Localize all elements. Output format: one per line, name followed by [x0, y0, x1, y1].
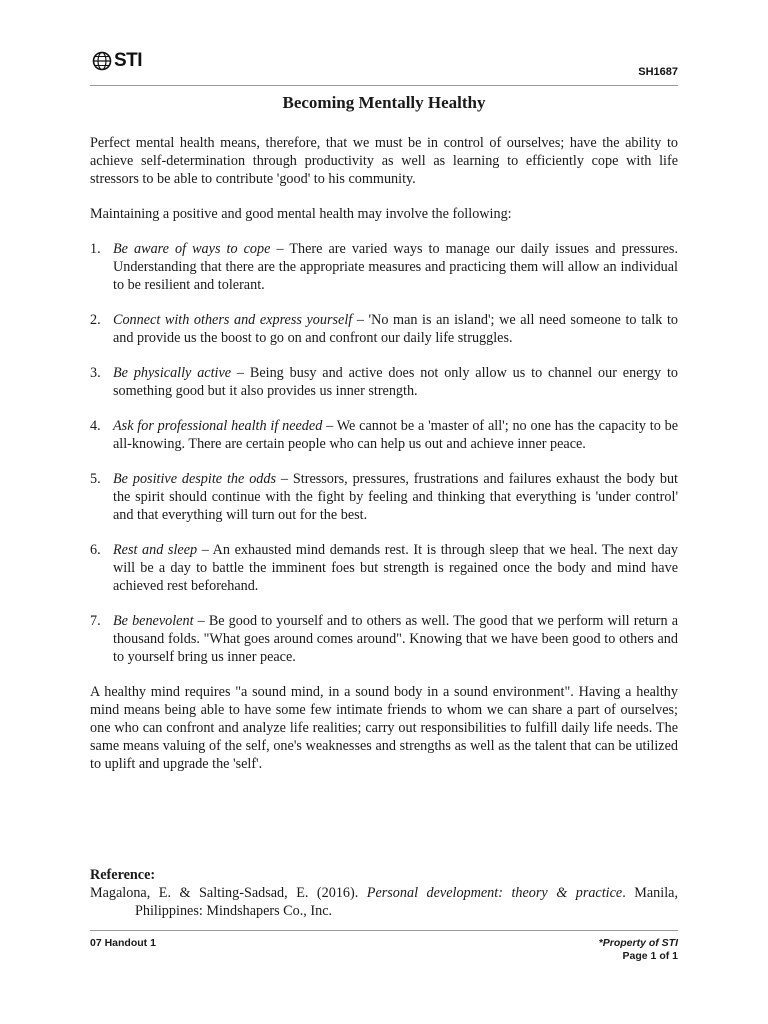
item-term: Ask for professional health if needed — [113, 418, 323, 434]
reference-publisher: . Manila, Philippines: Mindshapers Co., Inc. — [135, 885, 679, 919]
list-lead-in: Maintaining a positive and good mental health may involve the following: — [90, 206, 512, 222]
item-text: There are varied ways to manage our daily issues and pressures. Understanding that there are the appropriate measures and practicing them will allow an individual to be resilient and tolerant. — [113, 241, 679, 293]
closing-paragraph: A healthy mind requires "a sound mind, in a sound body in a sound environment". Having a healthy mind means being able to have some few intimate friends to whom we can share a part of ourselves; one who can confront and analyze life realities; carry out responsibilities to fulfill daily life needs. The same means valuing of the self, one's weaknesses and strengths as well as the talent that can be utilized to uplift and upgrade the 'self'. — [90, 684, 678, 772]
item-dash: – — [322, 418, 337, 434]
tips-list — [90, 240, 678, 666]
item-dash: – — [193, 613, 209, 629]
item-dash: – — [197, 542, 213, 558]
list-item — [90, 612, 678, 666]
reference-section — [90, 866, 678, 920]
page-number: Page 1 of 1 — [622, 950, 678, 962]
item-text: Be good to yourself and to others as well. The good that we perform will return a thousand folds. "What goes around comes around". Knowing that we have been good to others and to yourself bring us inner peace. — [113, 613, 678, 665]
list-item — [90, 311, 678, 347]
sti-logo — [92, 46, 142, 76]
reference-entry — [90, 884, 678, 920]
intro-paragraph: Perfect mental health means, therefore, that we must be in control of ourselves; have the ability to achieve self-determination through productivity as well as learning to efficiently cope with life stressors to be able to contribute 'good' to his community. — [90, 135, 678, 187]
item-text: Being busy and active does not only allow us to channel our energy to something good but it also provides us inner strength. — [113, 365, 679, 399]
item-dash: – — [231, 365, 250, 381]
item-text: We cannot be a 'master of all'; no one has the capacity to be all-knowing. There are certain people who can help us out and achieve inner peace. — [113, 418, 678, 452]
list-item — [90, 364, 678, 400]
header-divider — [90, 85, 678, 86]
reference-heading: Reference: — [90, 867, 156, 883]
item-number: 6. — [90, 542, 101, 558]
item-number: 4. — [90, 418, 101, 434]
footer-divider — [90, 930, 678, 931]
list-item — [90, 541, 678, 595]
item-term: Rest and sleep — [113, 542, 198, 558]
item-number: 5. — [90, 471, 101, 487]
item-term: Be physically active — [113, 365, 232, 381]
item-dash: – — [352, 312, 369, 328]
list-item — [90, 417, 678, 453]
item-text: Stressors, pressures, frustrations and failures exhaust the body but the spirit should continue with the fight by feeling and thinking that everything is 'under control' and that everything will turn out for the best. — [113, 471, 678, 523]
item-term: Be aware of ways to cope — [113, 241, 271, 257]
item-number: 1. — [90, 241, 101, 257]
list-item — [90, 470, 678, 524]
handout-label: 07 Handout 1 — [90, 937, 156, 949]
logo-text: STI — [114, 50, 143, 71]
item-term: Be benevolent — [113, 613, 194, 629]
item-text: 'No man is an island'; we all need someone to talk to and provide us the boost to go on and confront our daily life struggles. — [113, 312, 679, 346]
item-term: Be positive despite the odds — [113, 471, 276, 487]
list-item — [90, 240, 678, 294]
item-number: 7. — [90, 613, 101, 629]
reference-authors: Magalona, E. & Salting-Sadsad, E. (2016). — [90, 885, 367, 901]
globe-icon — [92, 51, 112, 71]
item-number: 2. — [90, 312, 101, 328]
footer-right — [599, 937, 678, 963]
document-body — [90, 134, 678, 790]
page-title: Becoming Mentally Healthy — [282, 93, 486, 112]
item-dash: – — [270, 241, 290, 257]
document-code: SH1687 — [638, 66, 678, 78]
item-text: An exhausted mind demands rest. It is through sleep that we heal. The next day will be a day to battle the imminent foes but strength is regained once the body and mind have achieved rest beforehand. — [113, 542, 679, 594]
item-dash: – — [276, 471, 293, 487]
property-notice: *Property of STI — [598, 937, 678, 949]
item-term: Connect with others and express yourself — [113, 312, 353, 328]
reference-book-title: Personal development: theory & practice — [366, 885, 623, 901]
item-number: 3. — [90, 365, 101, 381]
